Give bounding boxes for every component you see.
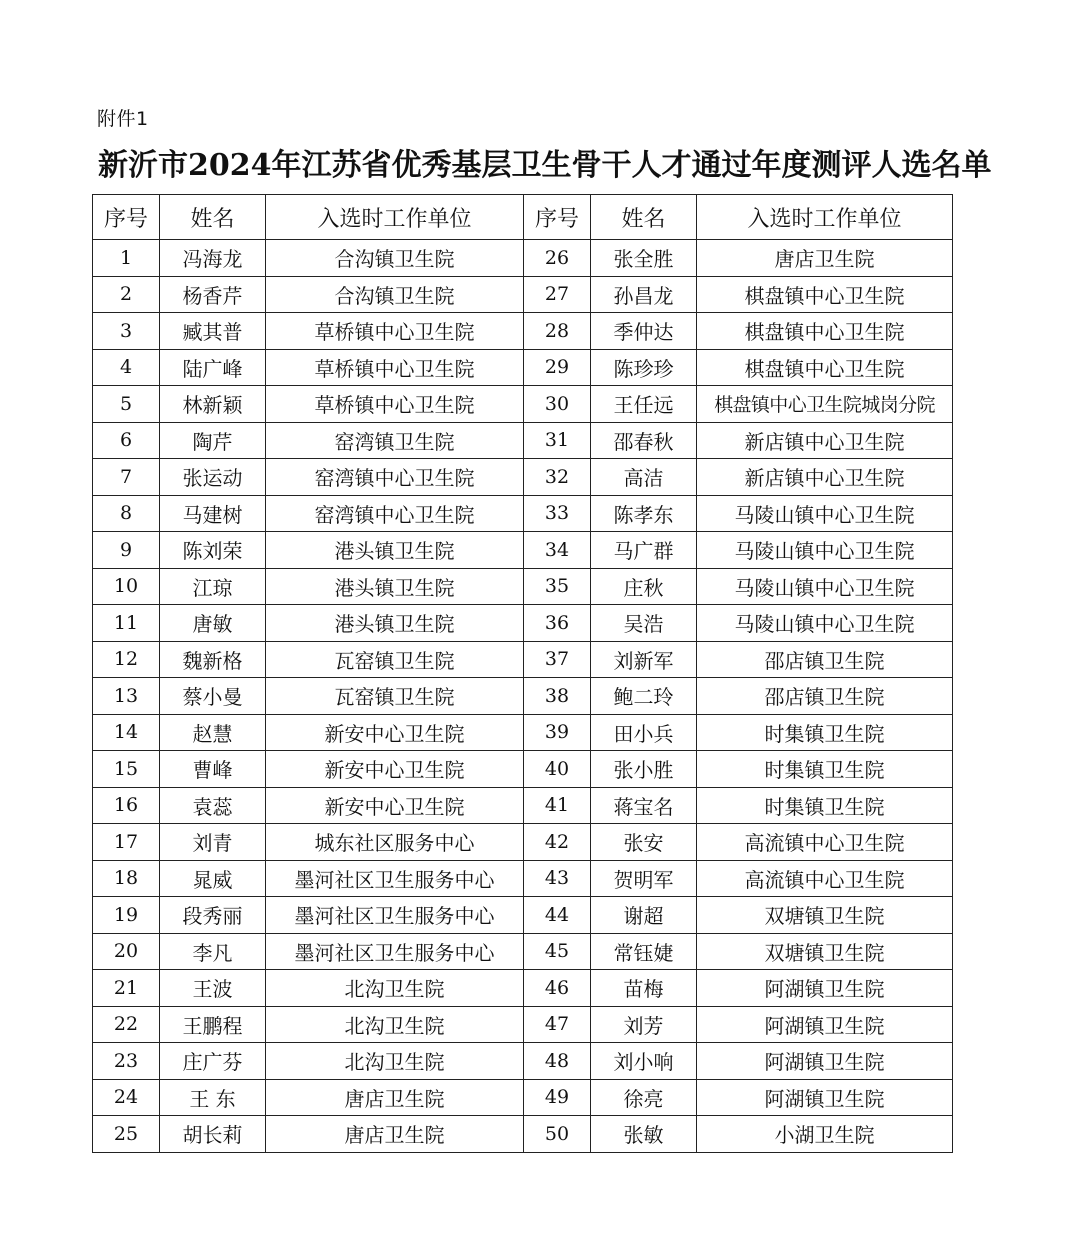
cell-unit-left: 新安中心卫生院 [266, 714, 524, 751]
cell-unit-left: 唐店卫生院 [266, 1116, 524, 1153]
cell-seq-left: 2 [93, 276, 160, 313]
cell-name-right: 张小胜 [591, 751, 697, 788]
cell-name-right: 刘小响 [591, 1043, 697, 1080]
cell-seq-left: 3 [93, 313, 160, 350]
cell-unit-right: 棋盘镇中心卫生院 [697, 276, 953, 313]
cell-seq-left: 4 [93, 349, 160, 386]
table-row [93, 678, 953, 715]
cell-seq-left: 15 [93, 751, 160, 788]
cell-seq-right: 38 [524, 678, 591, 715]
table-row [93, 897, 953, 934]
cell-seq-left: 8 [93, 495, 160, 532]
cell-name-right: 田小兵 [591, 714, 697, 751]
cell-name-right: 马广群 [591, 532, 697, 569]
table-row [93, 532, 953, 569]
cell-seq-right: 26 [524, 240, 591, 277]
cell-unit-right: 阿湖镇卫生院 [697, 970, 953, 1007]
cell-name-right: 张安 [591, 824, 697, 861]
header-unit-right: 入选时工作单位 [697, 195, 953, 240]
table-row [93, 860, 953, 897]
cell-seq-right: 29 [524, 349, 591, 386]
cell-name-left: 冯海龙 [160, 240, 266, 277]
cell-seq-left: 7 [93, 459, 160, 496]
cell-unit-left: 瓦窑镇卫生院 [266, 641, 524, 678]
cell-name-right: 鲍二玲 [591, 678, 697, 715]
table-row [93, 313, 953, 350]
cell-name-left: 曹峰 [160, 751, 266, 788]
cell-name-left: 臧其普 [160, 313, 266, 350]
cell-seq-left: 14 [93, 714, 160, 751]
cell-unit-right: 小湖卫生院 [697, 1116, 953, 1153]
cell-seq-right: 43 [524, 860, 591, 897]
cell-name-left: 刘青 [160, 824, 266, 861]
cell-unit-left: 墨河社区卫生服务中心 [266, 933, 524, 970]
cell-unit-right: 高流镇中心卫生院 [697, 824, 953, 861]
table-row [93, 276, 953, 313]
cell-unit-left: 草桥镇中心卫生院 [266, 349, 524, 386]
cell-seq-right: 45 [524, 933, 591, 970]
cell-unit-right: 邵店镇卫生院 [697, 678, 953, 715]
cell-unit-left: 墨河社区卫生服务中心 [266, 897, 524, 934]
cell-seq-left: 19 [93, 897, 160, 934]
cell-seq-left: 6 [93, 422, 160, 459]
cell-seq-left: 25 [93, 1116, 160, 1153]
cell-unit-right: 马陵山镇中心卫生院 [697, 568, 953, 605]
attachment-label: 附件1 [97, 108, 149, 130]
cell-unit-left: 草桥镇中心卫生院 [266, 313, 524, 350]
cell-seq-right: 37 [524, 641, 591, 678]
cell-unit-right: 棋盘镇中心卫生院 [697, 349, 953, 386]
roster-body [93, 240, 953, 1153]
cell-unit-left: 合沟镇卫生院 [266, 276, 524, 313]
table-row [93, 495, 953, 532]
roster-table [92, 194, 953, 1153]
table-row [93, 751, 953, 788]
cell-seq-left: 20 [93, 933, 160, 970]
cell-unit-left: 窑湾镇卫生院 [266, 422, 524, 459]
cell-seq-right: 27 [524, 276, 591, 313]
cell-seq-left: 21 [93, 970, 160, 1007]
cell-unit-left: 北沟卫生院 [266, 970, 524, 1007]
cell-name-left: 江琼 [160, 568, 266, 605]
cell-unit-right: 双塘镇卫生院 [697, 933, 953, 970]
cell-seq-right: 30 [524, 386, 591, 423]
cell-seq-right: 46 [524, 970, 591, 1007]
cell-name-left: 马建树 [160, 495, 266, 532]
cell-unit-right: 时集镇卫生院 [697, 751, 953, 788]
cell-seq-left: 18 [93, 860, 160, 897]
cell-seq-right: 35 [524, 568, 591, 605]
cell-seq-left: 24 [93, 1079, 160, 1116]
cell-unit-left: 草桥镇中心卫生院 [266, 386, 524, 423]
cell-seq-left: 10 [93, 568, 160, 605]
cell-name-left: 杨香芹 [160, 276, 266, 313]
cell-unit-right: 马陵山镇中心卫生院 [697, 495, 953, 532]
cell-unit-left: 港头镇卫生院 [266, 532, 524, 569]
table-row [93, 459, 953, 496]
cell-name-right: 贺明军 [591, 860, 697, 897]
cell-seq-right: 32 [524, 459, 591, 496]
cell-name-left: 蔡小曼 [160, 678, 266, 715]
cell-name-left: 袁蕊 [160, 787, 266, 824]
cell-name-left: 魏新格 [160, 641, 266, 678]
header-seq-left: 序号 [93, 195, 160, 240]
table-row [93, 240, 953, 277]
cell-name-right: 吴浩 [591, 605, 697, 642]
cell-seq-right: 47 [524, 1006, 591, 1043]
cell-seq-left: 11 [93, 605, 160, 642]
cell-seq-left: 12 [93, 641, 160, 678]
cell-name-left: 胡长莉 [160, 1116, 266, 1153]
cell-name-right: 高洁 [591, 459, 697, 496]
cell-seq-right: 33 [524, 495, 591, 532]
cell-seq-left: 1 [93, 240, 160, 277]
cell-unit-left: 新安中心卫生院 [266, 787, 524, 824]
cell-name-left: 林新颖 [160, 386, 266, 423]
cell-unit-left: 港头镇卫生院 [266, 568, 524, 605]
cell-unit-right: 阿湖镇卫生院 [697, 1006, 953, 1043]
cell-unit-left: 合沟镇卫生院 [266, 240, 524, 277]
cell-name-right: 庄秋 [591, 568, 697, 605]
cell-seq-left: 9 [93, 532, 160, 569]
cell-unit-left: 瓦窑镇卫生院 [266, 678, 524, 715]
cell-name-left: 张运动 [160, 459, 266, 496]
table-row [93, 714, 953, 751]
cell-seq-right: 31 [524, 422, 591, 459]
table-row [93, 1043, 953, 1080]
cell-unit-right: 双塘镇卫生院 [697, 897, 953, 934]
cell-unit-left: 窑湾镇中心卫生院 [266, 459, 524, 496]
table-row [93, 386, 953, 423]
cell-seq-left: 22 [93, 1006, 160, 1043]
cell-unit-right: 唐店卫生院 [697, 240, 953, 277]
cell-seq-right: 36 [524, 605, 591, 642]
cell-name-right: 季仲达 [591, 313, 697, 350]
table-row [93, 1006, 953, 1043]
cell-name-left: 王鹏程 [160, 1006, 266, 1043]
table-row [93, 824, 953, 861]
cell-seq-right: 50 [524, 1116, 591, 1153]
cell-unit-right: 新店镇中心卫生院 [697, 422, 953, 459]
cell-seq-left: 13 [93, 678, 160, 715]
cell-unit-right: 棋盘镇中心卫生院城岗分院 [697, 386, 953, 423]
table-header-row [93, 195, 953, 240]
cell-unit-left: 墨河社区卫生服务中心 [266, 860, 524, 897]
cell-name-right: 刘新军 [591, 641, 697, 678]
cell-unit-right: 阿湖镇卫生院 [697, 1043, 953, 1080]
cell-name-right: 陈珍珍 [591, 349, 697, 386]
cell-unit-left: 城东社区服务中心 [266, 824, 524, 861]
cell-name-left: 陶芹 [160, 422, 266, 459]
cell-name-right: 邵春秋 [591, 422, 697, 459]
cell-unit-right: 马陵山镇中心卫生院 [697, 605, 953, 642]
cell-unit-left: 唐店卫生院 [266, 1079, 524, 1116]
cell-unit-left: 新安中心卫生院 [266, 751, 524, 788]
table-row [93, 933, 953, 970]
table-row [93, 787, 953, 824]
cell-unit-left: 港头镇卫生院 [266, 605, 524, 642]
table-row [93, 641, 953, 678]
header-seq-right: 序号 [524, 195, 591, 240]
header-name-right: 姓名 [591, 195, 697, 240]
cell-unit-left: 窑湾镇中心卫生院 [266, 495, 524, 532]
cell-seq-right: 41 [524, 787, 591, 824]
cell-unit-left: 北沟卫生院 [266, 1006, 524, 1043]
document-title: 新沂市2024年江苏省优秀基层卫生骨干人才通过年度测评人选名单 [98, 148, 992, 183]
table-row [93, 568, 953, 605]
table-row [93, 349, 953, 386]
cell-name-left: 李凡 [160, 933, 266, 970]
cell-seq-left: 16 [93, 787, 160, 824]
cell-seq-right: 49 [524, 1079, 591, 1116]
cell-unit-right: 时集镇卫生院 [697, 787, 953, 824]
cell-unit-right: 时集镇卫生院 [697, 714, 953, 751]
cell-name-right: 陈孝东 [591, 495, 697, 532]
cell-seq-right: 28 [524, 313, 591, 350]
cell-seq-right: 39 [524, 714, 591, 751]
cell-unit-right: 高流镇中心卫生院 [697, 860, 953, 897]
cell-seq-left: 23 [93, 1043, 160, 1080]
cell-seq-right: 44 [524, 897, 591, 934]
cell-unit-left: 北沟卫生院 [266, 1043, 524, 1080]
cell-name-left: 唐敏 [160, 605, 266, 642]
cell-name-right: 刘芳 [591, 1006, 697, 1043]
cell-name-left: 庄广芬 [160, 1043, 266, 1080]
cell-seq-left: 5 [93, 386, 160, 423]
cell-seq-right: 42 [524, 824, 591, 861]
cell-unit-right: 邵店镇卫生院 [697, 641, 953, 678]
cell-name-right: 张敏 [591, 1116, 697, 1153]
cell-unit-right: 棋盘镇中心卫生院 [697, 313, 953, 350]
cell-name-right: 王任远 [591, 386, 697, 423]
cell-name-right: 徐亮 [591, 1079, 697, 1116]
cell-unit-right: 新店镇中心卫生院 [697, 459, 953, 496]
cell-name-left: 陆广峰 [160, 349, 266, 386]
cell-name-left: 王波 [160, 970, 266, 1007]
cell-name-right: 蒋宝名 [591, 787, 697, 824]
cell-name-right: 张全胜 [591, 240, 697, 277]
cell-name-right: 孙昌龙 [591, 276, 697, 313]
cell-name-right: 苗梅 [591, 970, 697, 1007]
cell-seq-right: 48 [524, 1043, 591, 1080]
header-unit-left: 入选时工作单位 [266, 195, 524, 240]
cell-name-right: 谢超 [591, 897, 697, 934]
table-row [93, 605, 953, 642]
table-row [93, 1116, 953, 1153]
table-row [93, 1079, 953, 1116]
table-row [93, 422, 953, 459]
cell-seq-right: 40 [524, 751, 591, 788]
cell-unit-right: 马陵山镇中心卫生院 [697, 532, 953, 569]
cell-name-left: 段秀丽 [160, 897, 266, 934]
cell-name-left: 王 东 [160, 1079, 266, 1116]
header-name-left: 姓名 [160, 195, 266, 240]
cell-seq-right: 34 [524, 532, 591, 569]
cell-seq-left: 17 [93, 824, 160, 861]
cell-name-right: 常钰婕 [591, 933, 697, 970]
cell-name-left: 晁威 [160, 860, 266, 897]
cell-name-left: 陈刘荣 [160, 532, 266, 569]
table-row [93, 970, 953, 1007]
cell-name-left: 赵慧 [160, 714, 266, 751]
cell-unit-right: 阿湖镇卫生院 [697, 1079, 953, 1116]
